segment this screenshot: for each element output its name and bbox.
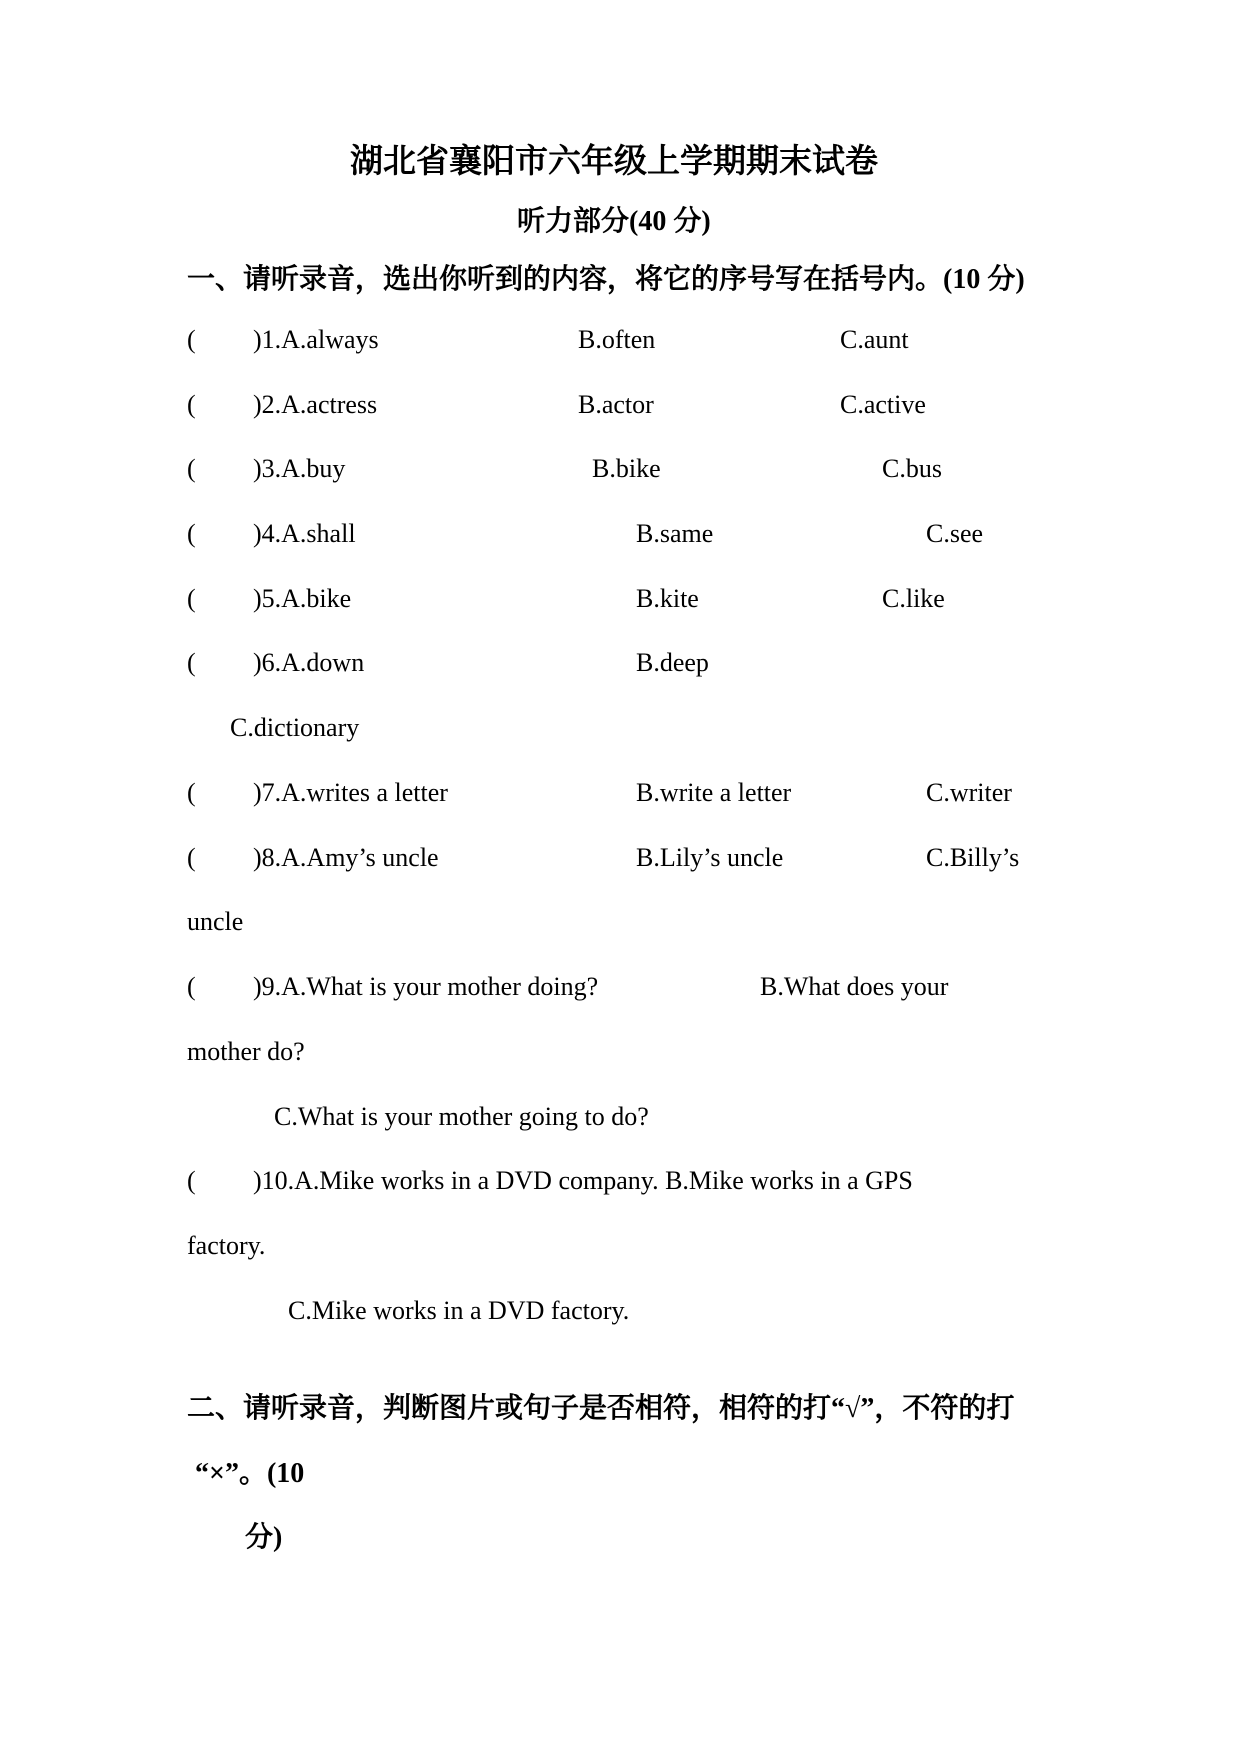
question-option-b: B.bike [592,454,661,483]
question-option-a: )1.A.always [253,325,379,354]
question-option-b: B.What does your [760,972,949,1001]
question-option-c: C.aunt [840,325,909,354]
question-option-c: C.bus [882,454,942,483]
question-option-a: )2.A.actress [253,390,378,419]
answer-bracket: ( [187,584,196,613]
question-option-b-continued: mother do? [187,1037,305,1066]
question-option-b: B.kite [636,584,699,613]
question-option-a: )4.A.shall [253,519,356,548]
question-option-b: B.often [578,325,656,354]
section1-heading: 一、请听录音，选出你听到的内容，将它的序号写在括号内。(10 分) [187,264,1025,295]
question-option-c: C.What is your mother going to do? [274,1102,649,1131]
answer-bracket: ( [187,972,196,1001]
question-option-c: C.writer [926,778,1012,807]
question-option-c: C.Billy’s [926,843,1020,872]
question-option-a: )6.A.down [253,648,365,677]
section2-heading-points: 分) [245,1522,283,1553]
answer-bracket: ( [187,519,196,548]
answer-bracket: ( [187,390,196,419]
answer-bracket: ( [187,843,196,872]
question-option-c: C.see [926,519,984,548]
answer-bracket: ( [187,454,196,483]
answer-bracket: ( [187,648,196,677]
question-option-a: )9.A.What is your mother doing? [253,972,599,1001]
answer-bracket: ( [187,325,196,354]
question-options-a-b: )10.A.Mike works in a DVD company. B.Mike works in a GPS [253,1166,913,1195]
question-option-a: )3.A.buy [253,454,346,483]
answer-bracket: ( [187,778,196,807]
page-subtitle: 听力部分(40 分) [517,206,711,237]
section2-heading: 二、请听录音，判断图片或句子是否相符，相符的打“√”，不符的打 [187,1393,1015,1424]
question-option-b: B.deep [636,648,709,677]
question-option-c: C.dictionary [230,713,360,742]
section2-heading-continued: “×”。(10 [195,1458,305,1489]
question-option-c: C.Mike works in a DVD factory. [288,1296,630,1325]
question-option-c: C.like [882,584,945,613]
answer-bracket: ( [187,1166,196,1195]
question-option-b: B.same [636,519,714,548]
question-option-c-continued: uncle [187,907,244,936]
question-option-b: B.Lily’s uncle [636,843,784,872]
question-option-a: )5.A.bike [253,584,352,613]
question-option-a: )8.A.Amy’s uncle [253,843,439,872]
question-option-b: B.write a letter [636,778,792,807]
question-option-a: )7.A.writes a letter [253,778,448,807]
page-title: 湖北省襄阳市六年级上学期期末试卷 [350,144,878,180]
question-option-b: B.actor [578,390,654,419]
question-option-b-continued: factory. [187,1231,266,1260]
question-option-c: C.active [840,390,926,419]
